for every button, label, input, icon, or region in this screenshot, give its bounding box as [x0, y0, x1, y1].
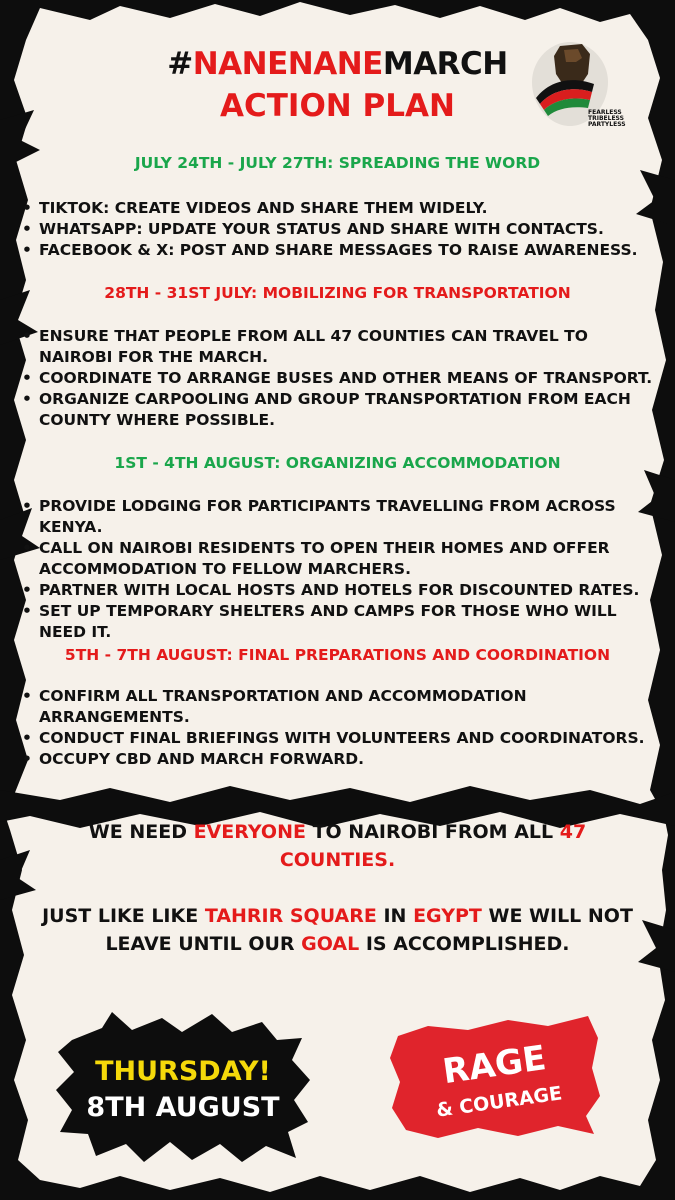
list-item: • CONDUCT FINAL BRIEFINGS WITH VOLUNTEERS AND COORDINATORS.: [22, 728, 662, 749]
list-item: • PARTNER WITH LOCAL HOSTS AND HOTELS FOR DISCOUNTED RATES.: [22, 580, 662, 601]
date-badge-date: 8TH AUGUST: [86, 1092, 280, 1123]
poster-subtitle: ACTION PLAN: [220, 88, 455, 124]
list-item: • PROVIDE LODGING FOR PARTICIPANTS TRAVELLING FROM ACROSS KENYA.: [22, 496, 662, 538]
section-3-list: [22, 496, 662, 643]
section-2-list: [22, 326, 662, 431]
list-item: • CALL ON NAIROBI RESIDENTS TO OPEN THEIR HOMES AND OFFER ACCOMMODATION TO FELLOW MARCHERS.: [22, 538, 662, 580]
logo-text-1: FEARLESS: [588, 109, 622, 116]
title-highlight: NANENANE: [192, 46, 383, 82]
date-badge: [52, 1010, 314, 1165]
list-item: • ORGANIZE CARPOOLING AND GROUP TRANSPORTATION FROM EACH COUNTY WHERE POSSIBLE.: [22, 389, 662, 431]
list-item: • TIKTOK: CREATE VIDEOS AND SHARE THEM WIDELY.: [22, 198, 662, 219]
rage-courage-badge: [388, 1012, 603, 1142]
list-item: • CONFIRM ALL TRANSPORTATION AND ACCOMMODATION ARRANGEMENTS.: [22, 686, 662, 728]
rage-text: RAGE: [440, 1038, 549, 1093]
poster-title: #NANENANEMARCH: [167, 46, 508, 82]
section-4-list: [22, 686, 662, 770]
logo-text-2: TRIBELESS: [588, 115, 624, 122]
list-item: • COORDINATE TO ARRANGE BUSES AND OTHER MEANS OF TRANSPORT.: [22, 368, 662, 389]
fist-flag-logo-icon: [530, 40, 626, 128]
section-2-heading: 28TH - 31ST JULY: MOBILIZING FOR TRANSPORTATION: [104, 284, 571, 302]
section-1-list: [22, 198, 662, 261]
section-4-heading: 5TH - 7TH AUGUST: FINAL PREPARATIONS AND COORDINATION: [64, 646, 611, 664]
list-item: • ENSURE THAT PEOPLE FROM ALL 47 COUNTIES CAN TRAVEL TO NAIROBI FOR THE MARCH.: [22, 326, 662, 368]
list-item: • SET UP TEMPORARY SHELTERS AND CAMPS FOR THOSE WHO WILL NEED IT.: [22, 601, 662, 643]
section-3-heading: 1ST - 4TH AUGUST: ORGANIZING ACCOMMODATION: [114, 454, 561, 472]
call-tahrir: JUST LIKE LIKE TAHRIR SQUARE IN EGYPT WE WILL NOT LEAVE UNTIL OUR GOAL IS ACCOMPLISHED.: [42, 905, 633, 955]
list-item: • WHATSAPP: UPDATE YOUR STATUS AND SHARE WITH CONTACTS.: [22, 219, 662, 240]
list-item: • FACEBOOK & X: POST AND SHARE MESSAGES TO RAISE AWARENESS.: [22, 240, 662, 261]
section-1-heading: JULY 24TH - JULY 27TH: SPREADING THE WORD: [134, 154, 541, 172]
call-everyone: WE NEED EVERYONE TO NAIROBI FROM ALL 47 COUNTIES.: [88, 821, 587, 871]
list-item: • OCCUPY CBD AND MARCH FORWARD.: [22, 749, 662, 770]
courage-text: & COURAGE: [434, 1082, 564, 1122]
logo-text-3: PARTYLESS: [588, 121, 626, 128]
date-badge-day: THURSDAY!: [95, 1056, 271, 1087]
